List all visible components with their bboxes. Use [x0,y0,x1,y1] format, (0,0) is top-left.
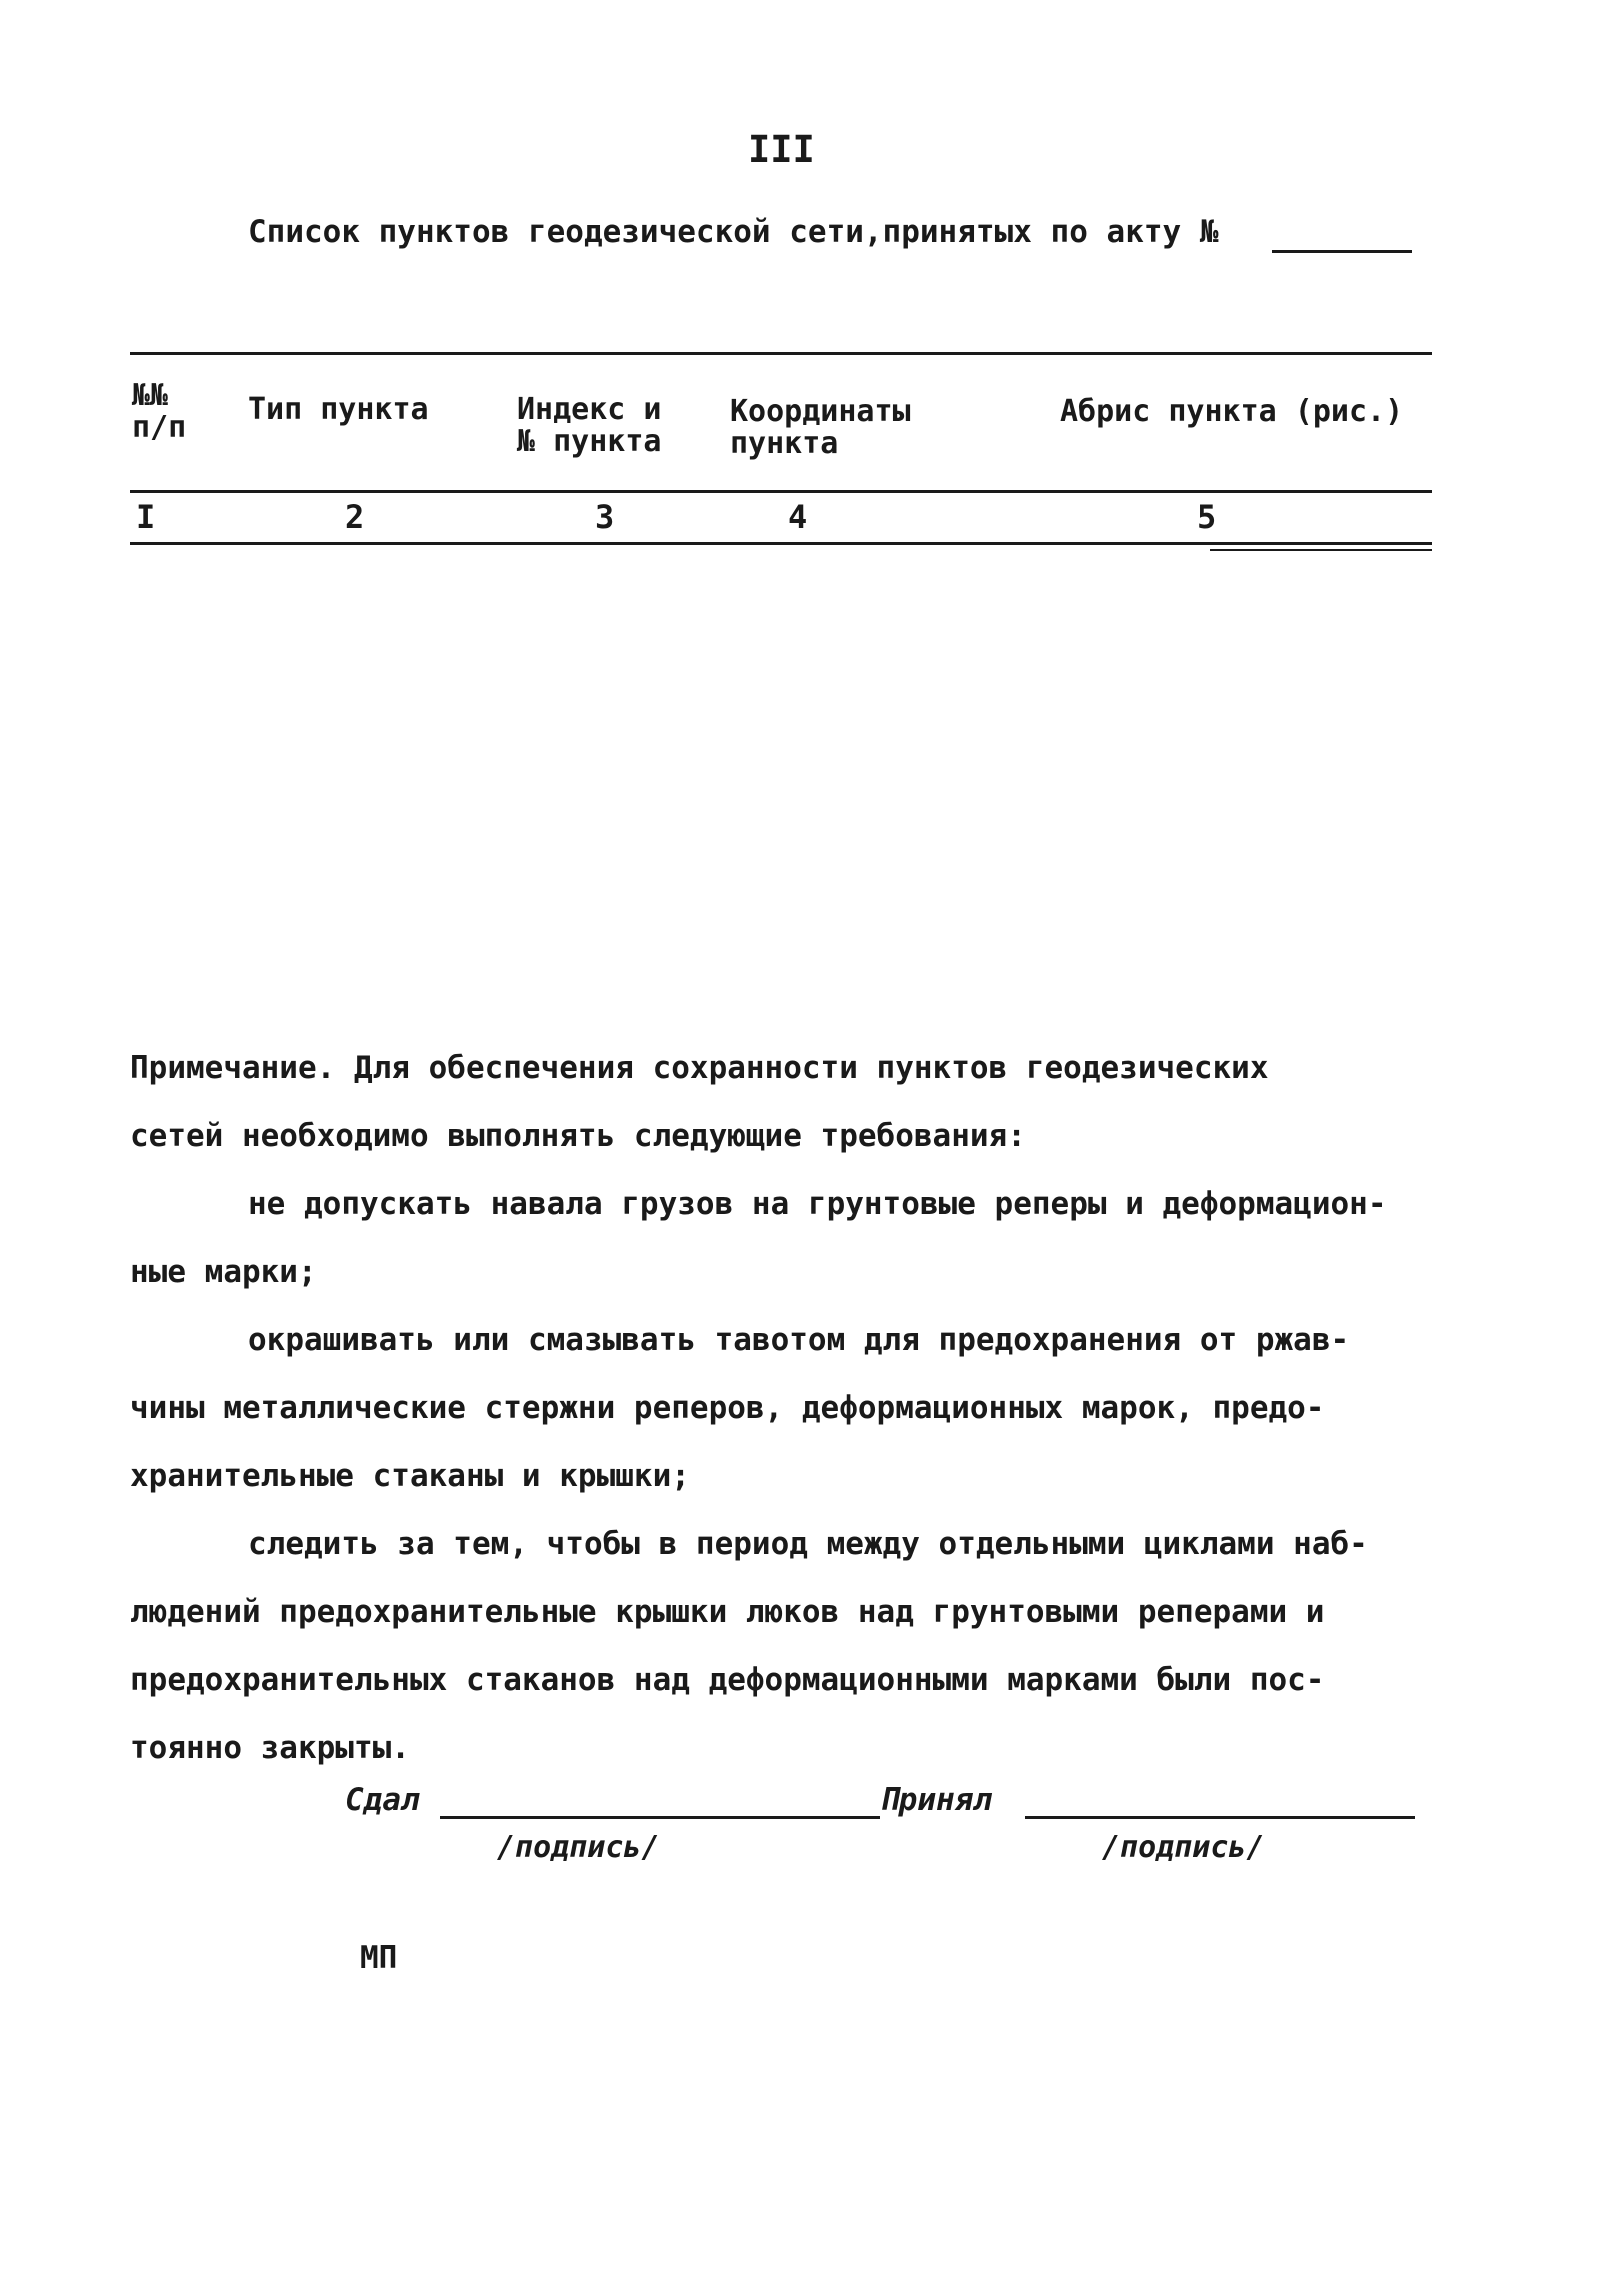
note-line: окрашивать или смазывать тавотом для предохранения от ржав- [248,1322,1350,1358]
note-line: не допускать навала грузов на грунтовые реперы и деформацион- [248,1186,1387,1222]
header-point-type: Тип пункта [248,392,429,427]
note-line: сетей необходимо выполнять следующие требования: [130,1118,1026,1154]
table-bottom-rule-double [1210,549,1432,551]
table-top-rule [130,352,1432,355]
note-line: предохранительных стаканов над деформационными марками были пос- [130,1662,1325,1698]
note-line: ные марки; [130,1254,317,1290]
handed-over-signature-line [440,1816,880,1819]
handed-over-label: Сдал [345,1782,420,1818]
header-row-number: №№ п/п [132,378,187,445]
note-line: чины металлические стержни реперов, деформационных марок, предо- [130,1390,1325,1426]
column-number: I [136,498,156,536]
column-number: 3 [595,498,615,536]
header-point-coordinates: Координаты пункта [730,394,911,461]
page-number: III [748,128,815,171]
note-line: людений предохранительные крышки люков над грунтовыми реперами и [130,1594,1325,1630]
received-signature-line [1025,1816,1415,1819]
note-line: хранительные стаканы и крышки; [130,1458,690,1494]
header-point-index: Индекс и № пункта [517,392,662,459]
handed-over-signature-caption: /подпись/ [497,1830,660,1865]
note-line: следить за тем, чтобы в период между отдельными циклами наб- [248,1526,1368,1562]
column-number: 4 [788,498,808,536]
note-line: Примечание. Для обеспечения сохранности пунктов геодезических [130,1050,1269,1086]
stamp-place-label: МП [360,1940,398,1976]
received-signature-caption: /подпись/ [1102,1830,1265,1865]
column-number: 2 [345,498,365,536]
header-point-sketch: Абрис пункта (рис.) [1060,394,1404,429]
act-number-blank [1272,250,1412,253]
list-title: Список пунктов геодезической сети,принятых по акту № [248,214,1219,250]
note-line: тоянно закрыты. [130,1730,410,1766]
table-header-rule [130,490,1432,493]
column-number: 5 [1197,498,1217,536]
received-label: Принял [880,1782,992,1818]
table-bottom-rule [130,542,1432,545]
